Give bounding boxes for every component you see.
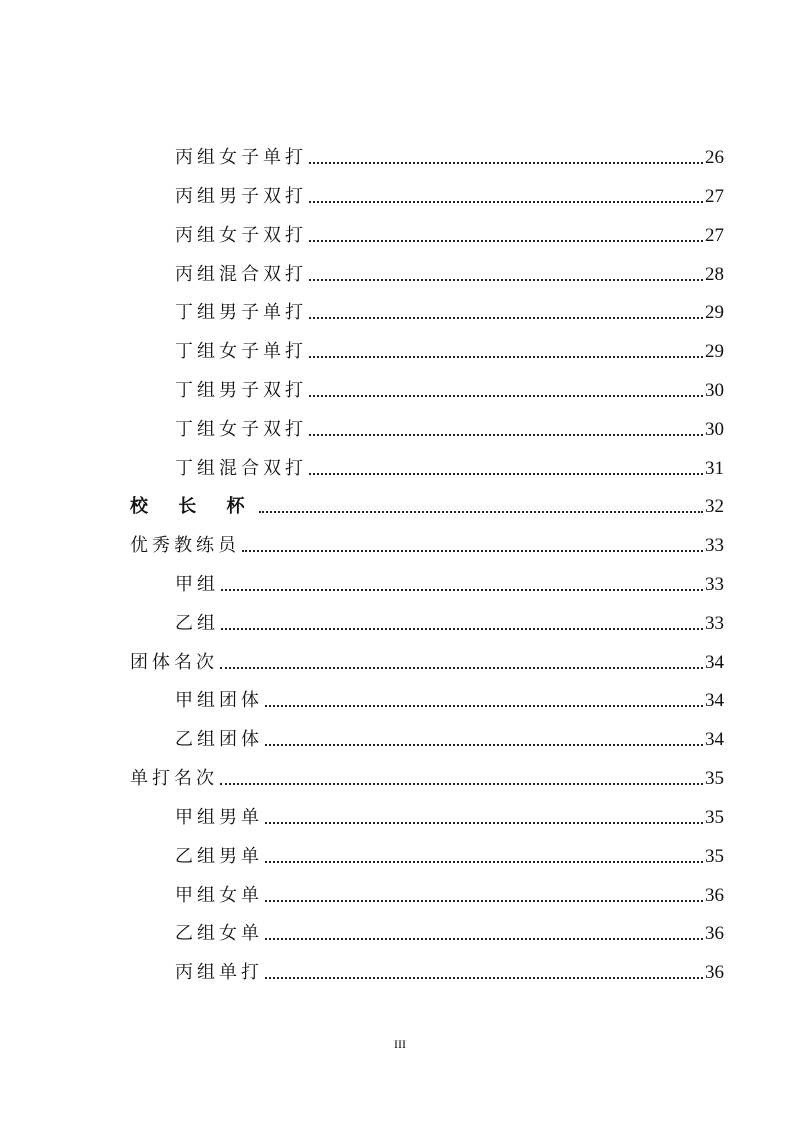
- toc-entry[interactable]: [175, 372, 724, 402]
- toc-entry-page: 34: [705, 652, 724, 673]
- toc-entry-page: 28: [705, 264, 724, 285]
- toc-entry-title: 丙组混合双打: [175, 264, 307, 285]
- toc-entry-title: 丁组女子双打: [175, 419, 307, 440]
- toc-entry[interactable]: [175, 682, 724, 712]
- dot-leader: [220, 783, 703, 785]
- dot-leader: [221, 589, 703, 591]
- toc-entry-title: 丙组女子双打: [175, 225, 307, 246]
- toc-entry[interactable]: [175, 411, 724, 441]
- toc-entry[interactable]: [175, 217, 724, 247]
- dot-leader: [265, 900, 703, 902]
- toc-entry-title: 丁组女子单打: [175, 341, 307, 362]
- toc-entry-title: 甲组男单: [175, 807, 263, 828]
- toc-entry-page: 34: [705, 690, 724, 711]
- toc-entry[interactable]: [175, 139, 724, 169]
- toc-entry-title: 丁组混合双打: [175, 458, 307, 479]
- toc-entry-title: 团体名次: [130, 652, 218, 673]
- dot-leader: [309, 473, 703, 475]
- dot-leader: [265, 977, 703, 979]
- dot-leader: [221, 628, 703, 630]
- toc-entry-page: 33: [705, 574, 724, 595]
- dot-leader: [309, 162, 703, 164]
- toc-entry[interactable]: [175, 915, 724, 945]
- dot-leader: [265, 938, 703, 940]
- toc-entry-page: 35: [705, 807, 724, 828]
- dot-leader: [309, 317, 703, 319]
- toc-entry-title: 甲组: [175, 574, 219, 595]
- toc-entry-page: 35: [705, 846, 724, 867]
- toc-entry-title: 优秀教练员: [130, 535, 240, 556]
- toc-entry-page: 29: [705, 302, 724, 323]
- toc-entry[interactable]: [175, 954, 724, 984]
- dot-leader: [309, 356, 703, 358]
- toc-entry-title: 丙组女子单打: [175, 147, 307, 168]
- toc-entry-page: 31: [705, 458, 724, 479]
- dot-leader: [265, 861, 703, 863]
- dot-leader: [309, 434, 703, 436]
- toc-entry-title: 丁组男子双打: [175, 380, 307, 401]
- toc-entry-page: 27: [705, 225, 724, 246]
- toc-entry[interactable]: [175, 799, 724, 829]
- toc-entry[interactable]: [175, 178, 724, 208]
- dot-leader: [309, 279, 703, 281]
- dot-leader: [220, 667, 703, 669]
- dot-leader: [309, 395, 703, 397]
- toc-entry-title: 校 长 杯: [130, 496, 257, 517]
- toc-entry-title: 甲组团体: [175, 690, 263, 711]
- dot-leader: [265, 822, 703, 824]
- toc-entry[interactable]: [175, 877, 724, 907]
- toc-entry-page: 36: [705, 923, 724, 944]
- toc-entry[interactable]: [175, 721, 724, 751]
- toc-entry-page: 34: [705, 729, 724, 750]
- toc-entry-title: 单打名次: [130, 768, 218, 789]
- toc-entry-page: 33: [705, 613, 724, 634]
- toc-entry-title: 甲组女单: [175, 885, 263, 906]
- toc-entry-page: 26: [705, 147, 724, 168]
- toc-entry[interactable]: [175, 294, 724, 324]
- toc-entry[interactable]: [175, 256, 724, 286]
- toc-entry[interactable]: [175, 333, 724, 363]
- toc-entry-title: 丙组单打: [175, 962, 263, 983]
- dot-leader: [265, 744, 703, 746]
- toc-entry[interactable]: [175, 566, 724, 596]
- toc-entry-page: 36: [705, 962, 724, 983]
- page-number-footer: III: [394, 1037, 406, 1051]
- toc-entry-page: 36: [705, 885, 724, 906]
- toc-entry-page: 29: [705, 341, 724, 362]
- toc-entry-title: 乙组男单: [175, 846, 263, 867]
- toc-entry-page: 32: [705, 496, 724, 517]
- toc-entry-title: 乙组: [175, 613, 219, 634]
- toc-entry[interactable]: [175, 838, 724, 868]
- toc-entry[interactable]: [175, 605, 724, 635]
- dot-leader: [259, 511, 703, 513]
- toc-entry-title: 丙组男子双打: [175, 186, 307, 207]
- toc-entry-page: 30: [705, 419, 724, 440]
- toc-entry-title: 乙组团体: [175, 729, 263, 750]
- dot-leader: [309, 201, 703, 203]
- toc-entry[interactable]: [130, 527, 724, 557]
- toc-entry[interactable]: [130, 760, 724, 790]
- dot-leader: [265, 705, 703, 707]
- toc-entry[interactable]: [175, 450, 724, 480]
- dot-leader: [309, 240, 703, 242]
- toc-entry-title: 丁组男子单打: [175, 302, 307, 323]
- toc-entry[interactable]: [130, 644, 724, 674]
- toc-entry-title: 乙组女单: [175, 923, 263, 944]
- dot-leader: [242, 550, 703, 552]
- toc-entry-page: 27: [705, 186, 724, 207]
- toc-entry-page: 35: [705, 768, 724, 789]
- toc-entry[interactable]: [130, 488, 724, 518]
- toc-entry-page: 30: [705, 380, 724, 401]
- toc-entry-page: 33: [705, 535, 724, 556]
